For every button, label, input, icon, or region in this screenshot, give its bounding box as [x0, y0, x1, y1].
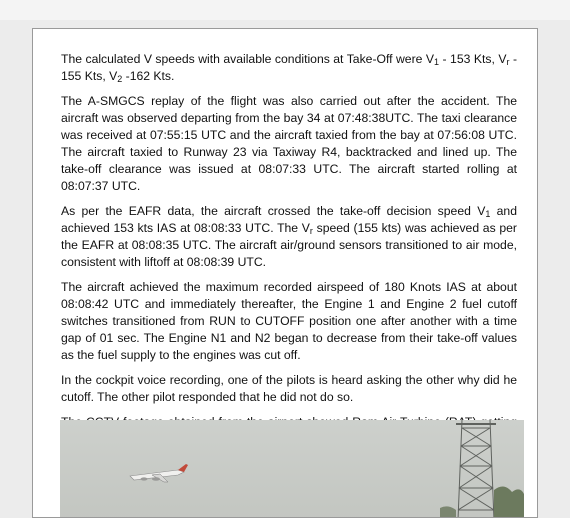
subscript: 2 [117, 73, 123, 84]
subscript: 1 [485, 209, 491, 220]
paragraph-eafr [61, 203, 517, 271]
text-span: - 155 Kts, V [61, 52, 518, 83]
cctv-photo-graphic [60, 420, 524, 518]
text-span: -162 Kts. [122, 68, 175, 83]
text-span: As per the EAFR data, the aircraft crossed the take-off decision speed V [61, 204, 486, 219]
subscript: 1 [434, 57, 440, 67]
document-page [32, 28, 538, 518]
paragraph-fuel-cutoff: The aircraft achieved the maximum recorded airspeed of 180 Knots IAS at about 08:08:42 UTC and immediately thereafter, the Engine 1 and Engine 2 fuel cutoff switches transitioned from RUN to CUTOFF position one after another with a time gap of 01 sec. The Engine N1 and N2 began to decrease from their take-off values as the fuel supply to the engines was cut off. [61, 280, 517, 362]
viewer-top-strip [0, 0, 570, 20]
text-span: The calculated V speeds with available conditions at Take-Off were V [61, 52, 435, 66]
text-span: - 153 Kts, V [439, 52, 507, 66]
subscript: r [309, 225, 313, 236]
trees [494, 486, 524, 518]
sky [60, 420, 524, 518]
text-span: speed (155 kts) was achieved as per the EAFR at 08:08:35 UTC. The aircraft air/ground sensors transitioned to air mode, consistent with liftoff at 08:08:39 UTC. [61, 220, 517, 269]
subscript: r [506, 57, 510, 67]
paragraph-asmgcs: The A-SMGCS replay of the flight was also carried out after the accident. The aircraft was observed departing from the bay 34 at 07:48:38UTC. The taxi clearance was received at 07:55:15 UTC and the aircraft taxied from the bay at 07:56:08 UTC. The aircraft taxied to Runway 23 via Taxiway R4, backtracked and lined up. The take-off clearance was issued at 08:07:33 UTC. The aircraft started rolling at 08:07:37 UTC. [61, 94, 517, 193]
cctv-photo [60, 420, 524, 518]
paragraph-cockpit-voice: In the cockpit voice recording, one of the pilots is heard asking the other why did he cutoff. The other pilot responded that he did not do so. [61, 372, 517, 404]
paragraph-v-speeds [61, 51, 517, 85]
text-span: and achieved 153 kts IAS at 08:08:33 UTC. The V [61, 204, 517, 235]
